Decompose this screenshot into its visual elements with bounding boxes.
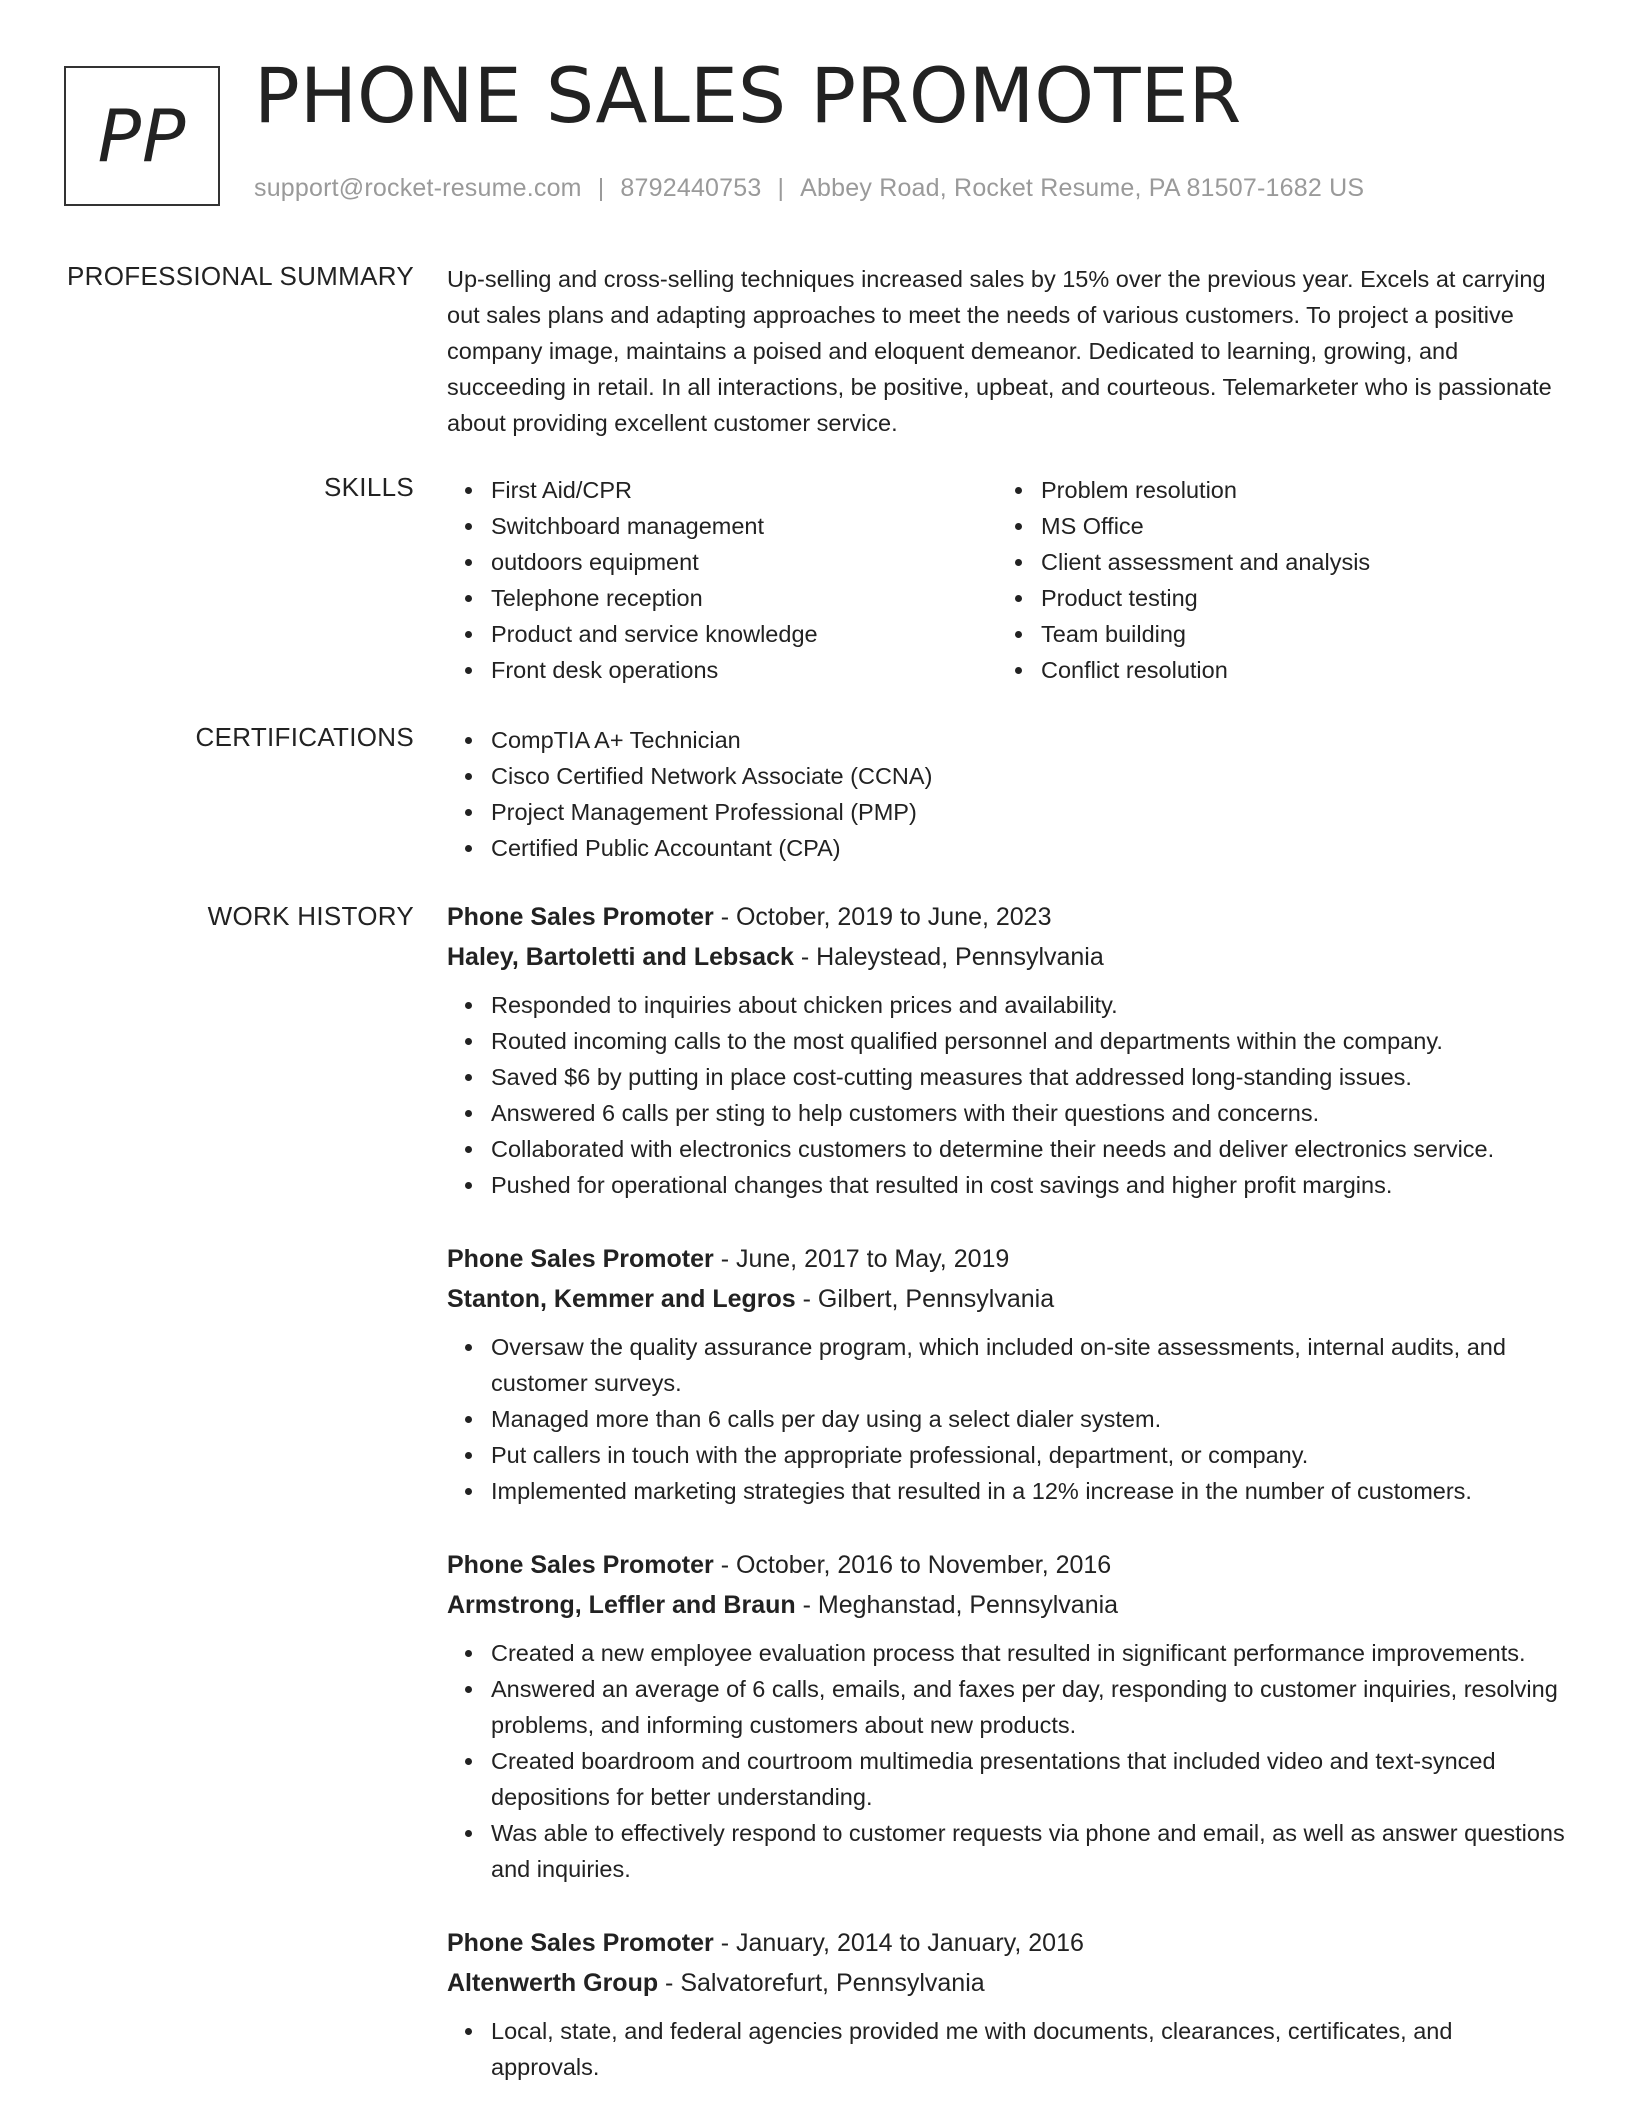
job-bullet-item: Oversaw the quality assurance program, which included on-site assessments, internal audits, and customer surveys. [491,1329,1567,1401]
job-entry [447,1545,1567,1887]
job-bullet-item: Answered an average of 6 calls, emails, and faxes per day, responding to customer inquiries, resolving problems, and informing customers about new products. [491,1671,1567,1743]
job-company-line [447,937,1567,977]
skill-item: Product and service knowledge [491,616,997,652]
job-bullet-item: Managed more than 6 calls per day using a select dialer system. [491,1401,1567,1437]
contact-separator: | [597,174,605,202]
contact-phone[interactable]: 8792440753 [620,174,762,202]
job-entry [447,1923,1567,2085]
summary-text: Up-selling and cross-selling techniques increased sales by 15% over the previous year. Excels at carrying out sales plans and adapting approaches to meet the needs of various customers. To project a positive company image, maintains a poised and eloquent demeanor. Dedicated to learning, growing, and succeeding in retail. In all interactions, be positive, upbeat, and courteous. Telemarketer who is passionate about providing excellent customer service. [447,266,1552,436]
certification-item: Certified Public Accountant (CPA) [491,830,1567,866]
certification-item: CompTIA A+ Technician [491,722,1567,758]
job-company-line [447,1963,1567,2003]
job-company: Stanton, Kemmer and Legros [447,1285,796,1313]
certifications-body [447,722,1567,866]
job-entry [447,897,1567,1203]
skill-item: Switchboard management [491,508,997,544]
skill-item: Client assessment and analysis [1041,544,1547,580]
job-bullets [447,2013,1567,2085]
skill-item: MS Office [1041,508,1547,544]
contact-separator: | [777,174,785,202]
skills-list-left [447,472,997,688]
job-bullet-item: Created a new employee evaluation process that resulted in significant performance improvements. [491,1635,1567,1671]
summary-body [447,261,1567,441]
job-bullet-item: Responded to inquiries about chicken prices and availability. [491,987,1567,1023]
job-dates: - January, 2014 to January, 2016 [713,1929,1084,1957]
job-bullet-item: Local, state, and federal agencies provided me with documents, clearances, certificates, and approvals. [491,2013,1567,2085]
job-bullet-item: Routed incoming calls to the most qualified personnel and departments within the company. [491,1023,1567,1059]
skill-item: Telephone reception [491,580,997,616]
skill-item: Product testing [1041,580,1547,616]
monogram-initials: PP [97,94,187,178]
job-role-line [447,897,1567,937]
job-entry [447,1239,1567,1509]
contact-email[interactable]: support@rocket-resume.com [254,174,582,202]
job-company: Armstrong, Leffler and Braun [447,1591,796,1619]
job-location: - Meghanstad, Pennsylvania [795,1591,1119,1619]
candidate-title: PHONE SALES PROMOTER [254,51,1242,140]
job-bullet-item: Was able to effectively respond to customer requests via phone and email, as well as answer questions and inquiries. [491,1815,1567,1887]
skill-item: First Aid/CPR [491,472,997,508]
job-role-line [447,1923,1567,1963]
certification-item: Cisco Certified Network Associate (CCNA) [491,758,1567,794]
certification-item: Project Management Professional (PMP) [491,794,1567,830]
job-bullets [447,1329,1567,1509]
job-role: Phone Sales Promoter [447,1551,714,1579]
skills-body [447,472,1567,688]
job-bullets [447,1635,1567,1887]
job-bullets [447,987,1567,1203]
job-bullet-item: Put callers in touch with the appropriate professional, department, or company. [491,1437,1567,1473]
job-location: - Gilbert, Pennsylvania [795,1285,1055,1313]
work-history-body [447,897,1567,2121]
job-company-line [447,1585,1567,1625]
skills-list-right [997,472,1547,688]
contact-line [254,174,1364,203]
job-dates: - June, 2017 to May, 2019 [713,1245,1010,1273]
section-title-work-history: WORK HISTORY [207,901,414,931]
job-company-line [447,1279,1567,1319]
job-company: Haley, Bartoletti and Lebsack [447,943,794,971]
job-bullet-item: Collaborated with electronics customers to determine their needs and deliver electronics service. [491,1131,1567,1167]
skill-item: Front desk operations [491,652,997,688]
contact-address: Abbey Road, Rocket Resume, PA 81507-1682 US [800,174,1365,202]
skill-item: Team building [1041,616,1547,652]
section-title-skills: SKILLS [324,472,414,502]
job-bullet-item: Pushed for operational changes that resulted in cost savings and higher profit margins. [491,1167,1567,1203]
monogram-box [64,66,220,206]
skills-grid [447,472,1567,688]
job-role: Phone Sales Promoter [447,1929,714,1957]
skill-item: Problem resolution [1041,472,1547,508]
skills-column-left [447,472,997,688]
skill-item: outdoors equipment [491,544,997,580]
section-title-summary: PROFESSIONAL SUMMARY [67,261,414,291]
certifications-list [447,722,1567,866]
job-role-line [447,1545,1567,1585]
job-role: Phone Sales Promoter [447,903,714,931]
job-bullet-item: Answered 6 calls per sting to help customers with their questions and concerns. [491,1095,1567,1131]
skills-column-right [997,472,1547,688]
job-location: - Haleystead, Pennsylvania [793,943,1104,971]
job-role-line [447,1239,1567,1279]
job-dates: - October, 2016 to November, 2016 [713,1551,1112,1579]
job-bullet-item: Created boardroom and courtroom multimedia presentations that included video and text-synced depositions for better understanding. [491,1743,1567,1815]
job-role: Phone Sales Promoter [447,1245,714,1273]
section-title-certifications: CERTIFICATIONS [195,722,414,752]
job-company: Altenwerth Group [447,1969,659,1997]
skill-item: Conflict resolution [1041,652,1547,688]
job-bullet-item: Saved $6 by putting in place cost-cutting measures that addressed long-standing issues. [491,1059,1567,1095]
job-dates: - October, 2019 to June, 2023 [713,903,1052,931]
job-bullet-item: Implemented marketing strategies that resulted in a 12% increase in the number of customers. [491,1473,1567,1509]
job-location: - Salvatorefurt, Pennsylvania [658,1969,985,1997]
